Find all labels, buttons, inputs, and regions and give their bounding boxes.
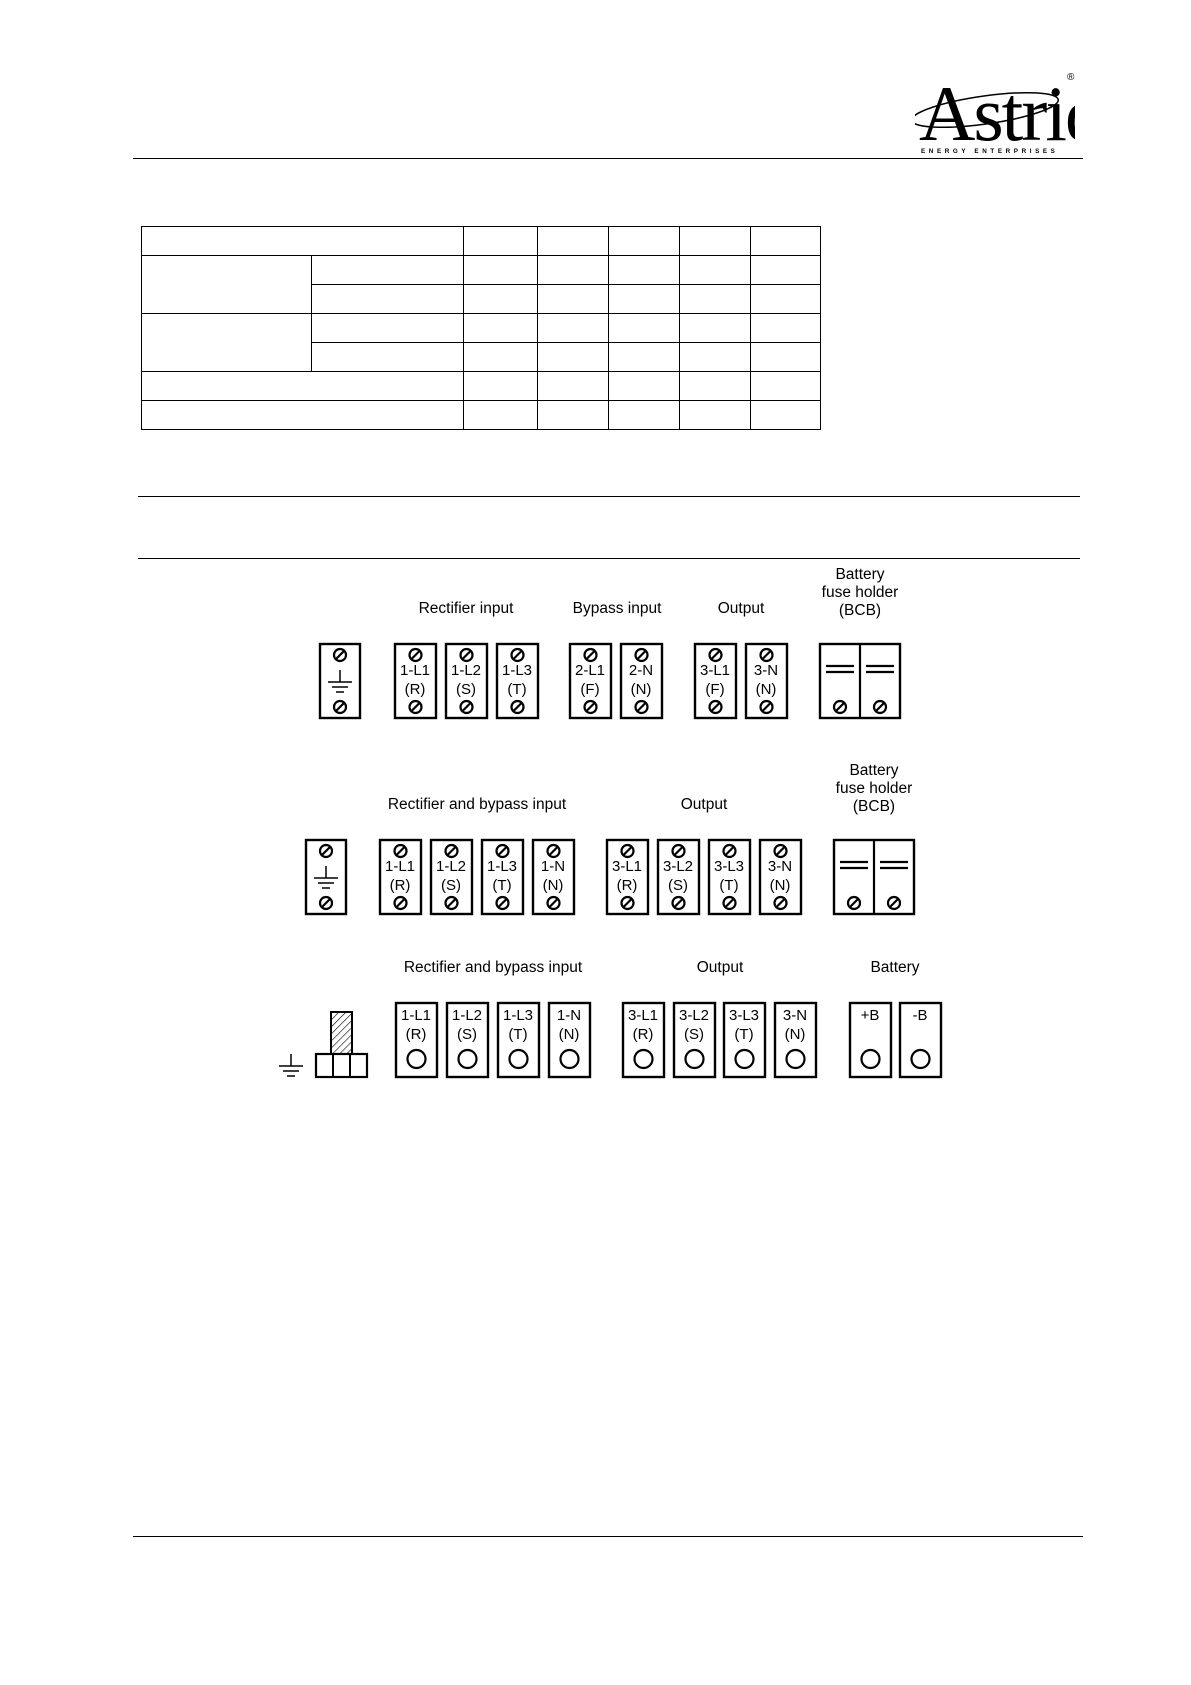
screw-icon <box>446 897 458 909</box>
group-label-battery: Battery <box>870 959 920 976</box>
screw-icon <box>497 845 509 857</box>
terminal-label: 1-N (N) <box>556 1007 582 1043</box>
terminal-label: 3-L2 (S) <box>662 858 694 894</box>
terminal-label: 1-L3 (T) <box>501 662 533 698</box>
screw-icon <box>320 897 332 909</box>
screw-icon <box>848 897 860 909</box>
group-label-bypass-input: Bypass input <box>572 600 662 617</box>
terminal-ring-icon <box>561 1050 579 1068</box>
group-label-output: Output <box>696 959 744 976</box>
terminal-label: 1-L3 (T) <box>486 858 518 894</box>
group-label-output: Output <box>717 600 765 617</box>
terminal-label: 3-L3 (T) <box>713 858 745 894</box>
terminal-label: 1-L1 (R) <box>384 858 416 894</box>
terminal-label: 2-L1 (F) <box>574 662 606 698</box>
terminal-ring-icon <box>862 1050 880 1068</box>
group-label-battery-fuse-holder: Battery fuse holder (BCB) <box>821 566 899 619</box>
terminal-ring-icon <box>510 1050 528 1068</box>
terminal-label: 1-L2 (S) <box>435 858 467 894</box>
screw-icon <box>410 649 422 661</box>
terminal-ring-icon <box>635 1050 653 1068</box>
terminal-label: 1-L2 (S) <box>451 1007 483 1043</box>
screw-icon <box>585 701 597 713</box>
screw-icon <box>461 649 473 661</box>
screw-icon <box>622 845 634 857</box>
screw-icon <box>334 649 346 661</box>
brand-subtitle: ENERGY ENTERPRISES <box>921 148 1059 155</box>
footer-rule <box>133 1536 1083 1537</box>
ground-icon <box>314 866 338 888</box>
screw-icon <box>395 897 407 909</box>
screw-icon <box>585 649 597 661</box>
screw-icon <box>724 897 736 909</box>
screw-icon <box>548 897 560 909</box>
group-label-rectifier-and-bypass-input: Rectifier and bypass input <box>387 796 567 813</box>
group-label-output: Output <box>680 796 728 813</box>
terminal-ring-icon <box>686 1050 704 1068</box>
terminal-label: 3-L3 (T) <box>728 1007 760 1043</box>
ground-stud <box>331 1012 352 1054</box>
screw-icon <box>622 897 634 909</box>
screw-icon <box>548 845 560 857</box>
terminal-label: 3-L1 (R) <box>611 858 643 894</box>
terminal-label: 3-N (N) <box>782 1007 808 1043</box>
screw-icon <box>710 701 722 713</box>
screw-icon <box>497 897 509 909</box>
terminal-label: 3-L1 (R) <box>627 1007 659 1043</box>
screw-icon <box>636 701 648 713</box>
ground-bar <box>316 1054 367 1077</box>
terminal-label: 3-N (N) <box>753 662 779 698</box>
screw-icon <box>710 649 722 661</box>
terminal-label: +B <box>860 1007 880 1024</box>
group-label-rectifier-input: Rectifier input <box>418 600 514 617</box>
diagram-3 <box>279 1003 941 1077</box>
terminal-label: 2-N (N) <box>628 662 654 698</box>
screw-icon <box>636 649 648 661</box>
terminal-ring-icon <box>912 1050 930 1068</box>
screw-icon <box>834 701 846 713</box>
screw-icon <box>874 701 886 713</box>
screw-icon <box>673 845 685 857</box>
screw-icon <box>320 845 332 857</box>
terminal-label: 1-L1 (R) <box>399 662 431 698</box>
screw-icon <box>334 701 346 713</box>
terminal-label: 3-L2 (S) <box>678 1007 710 1043</box>
screw-icon <box>410 701 422 713</box>
ground-icon <box>279 1054 303 1076</box>
screw-icon <box>446 845 458 857</box>
screw-icon <box>395 845 407 857</box>
group-label-rectifier-and-bypass-input: Rectifier and bypass input <box>403 959 583 976</box>
svg-text:®: ® <box>1067 72 1075 83</box>
group-label-battery-fuse-holder: Battery fuse holder (BCB) <box>835 762 913 815</box>
terminal-label: 1-L3 (T) <box>502 1007 534 1043</box>
terminal-ring-icon <box>459 1050 477 1068</box>
brand-text: Astri <box>919 70 1065 157</box>
terminal-label: 1-N (N) <box>540 858 566 894</box>
terminal-label: -B <box>912 1007 928 1024</box>
screw-icon <box>512 701 524 713</box>
screw-icon <box>724 845 736 857</box>
terminal-label: 3-N (N) <box>767 858 793 894</box>
terminal-label: 1-L2 (S) <box>450 662 482 698</box>
screw-icon <box>761 701 773 713</box>
screw-icon <box>888 897 900 909</box>
terminal-label: 1-L1 (R) <box>400 1007 432 1043</box>
terminal-ring-icon <box>408 1050 426 1068</box>
ground-icon <box>328 670 352 692</box>
terminal-label: 3-L1 (F) <box>699 662 731 698</box>
terminal-ring-icon <box>736 1050 754 1068</box>
screw-icon <box>673 897 685 909</box>
screw-icon <box>461 701 473 713</box>
screw-icon <box>512 649 524 661</box>
screw-icon <box>775 845 787 857</box>
screw-icon <box>761 649 773 661</box>
screw-icon <box>775 897 787 909</box>
terminal-ring-icon <box>787 1050 805 1068</box>
